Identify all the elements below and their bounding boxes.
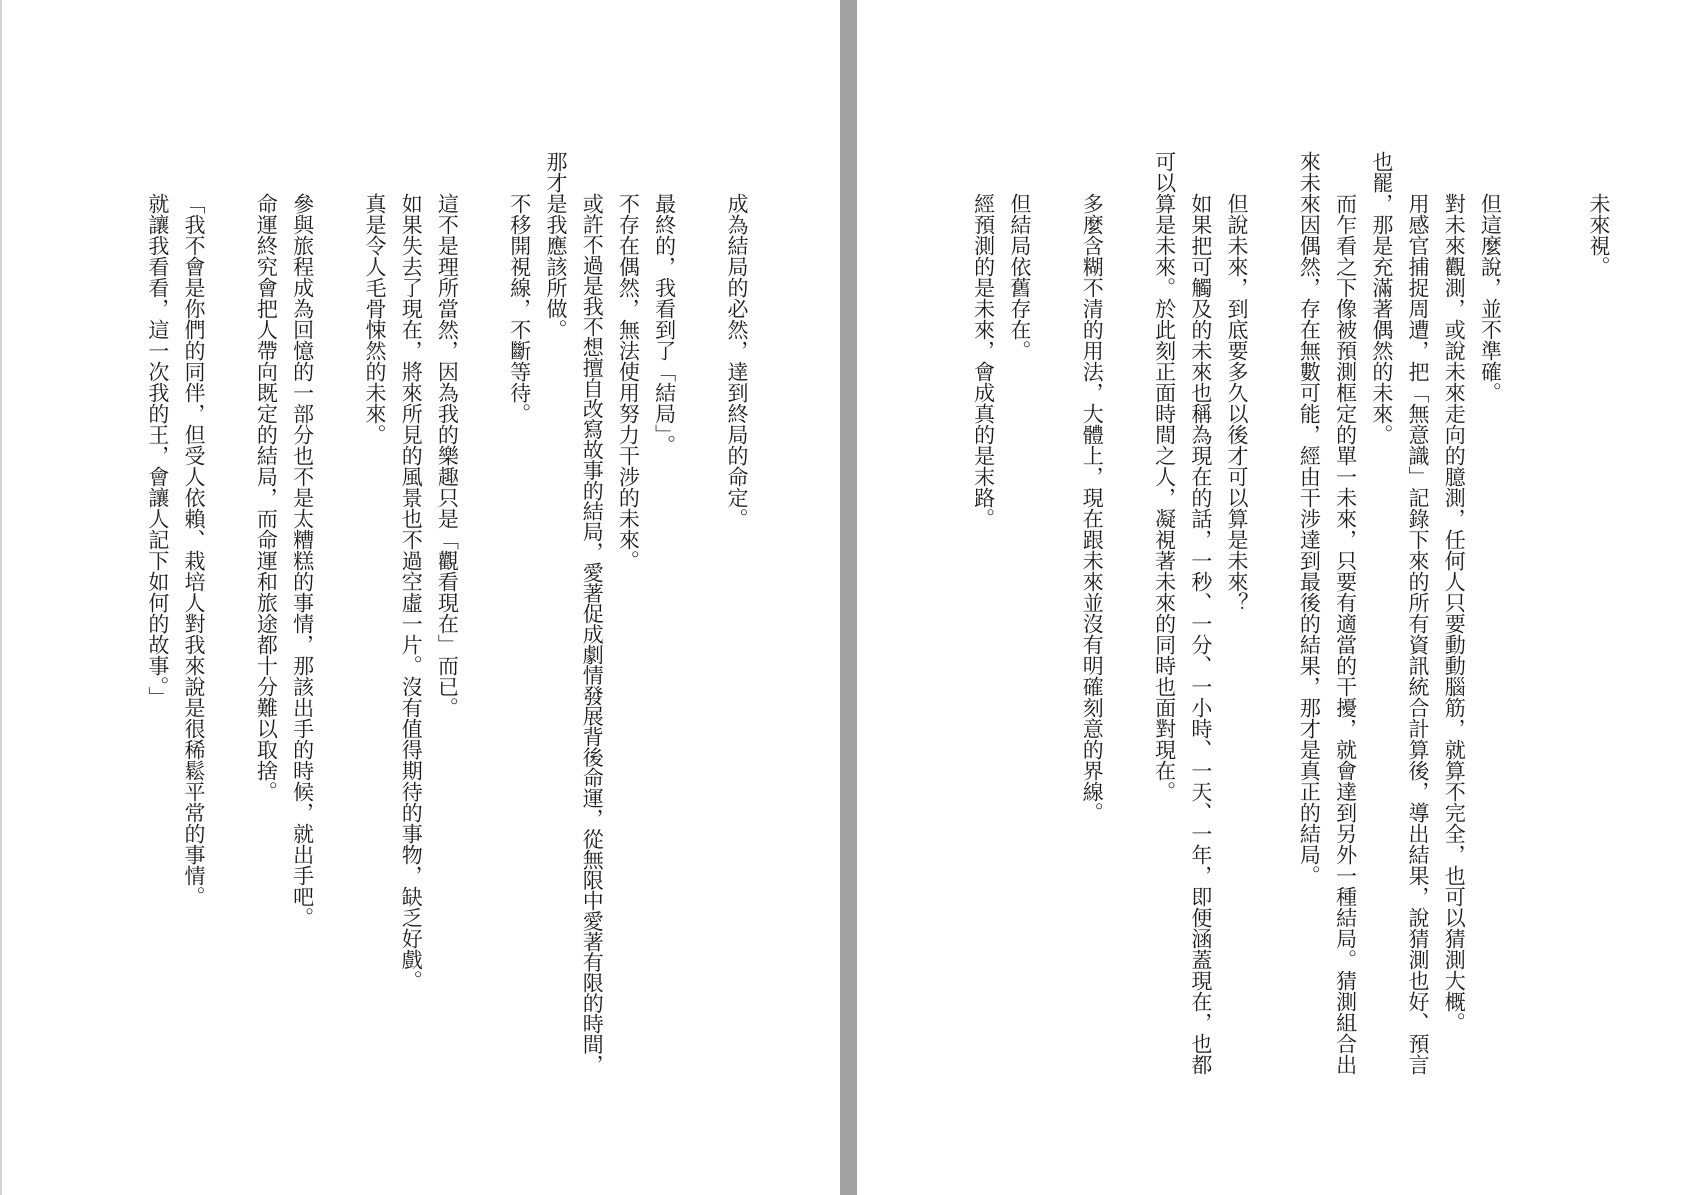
left-page-text (140, 151, 755, 1136)
text-column: 對未來觀測，或說未來走向的臆測，任何人只要動動腦筋，就算不完全，也可以猜測大概。 (1442, 193, 1467, 1033)
blank-column (1545, 151, 1581, 1136)
text-column: 如果把可觸及的未來也稱為現在的話，一秒、一分、一小時、一天、一年，即便涵蓋現在，也都 (1188, 193, 1213, 1075)
blank-column (1110, 151, 1146, 1136)
text-column: 不移開視線，不斷等待。 (507, 193, 532, 424)
text-column: 用感官捕捉周遭，把「無意識」記錄下來的所有資訊統合計算後，導出結果，說猜測也好、預言 (1406, 193, 1431, 1075)
text-column: 成為結局的必然，達到終局的命定。 (725, 193, 749, 529)
text-column: 但結局依舊存在。 (1007, 193, 1032, 361)
text-column: 這不是理所當然，因為我的樂趣只是「觀看現在」而已。 (435, 193, 460, 718)
page-divider (840, 0, 857, 1195)
left-page (0, 0, 840, 1195)
text-column: 或許不過是我不想擅自改寫故事的結局，愛著促成劇情發展背後命運，從無限中愛著有限的時間， (580, 193, 605, 1075)
text-column: 參與旅程成為回憶的一部分也不是太糟糕的事情，那該出手的時候，就出手吧。 (290, 193, 315, 928)
blank-column (683, 151, 719, 1136)
text-column: 最終的，我看到了「結局」。 (652, 193, 677, 456)
text-column: 經預測的是未來，會成真的是末路。 (971, 193, 996, 529)
blank-column (465, 151, 501, 1136)
text-column: 而乍看之下像被預測框定的單一未來，只要有適當的干擾，就會達到另外一種結局。猜測組合出 (1333, 193, 1358, 1075)
text-column: 不存在偶然，無法使用努力干涉的未來。 (616, 193, 641, 571)
text-column: 但說未來，到底要多久以後才可以算是未來？ (1225, 193, 1250, 613)
text-column: 命運終究會把人帶向既定的結局，而命運和旅途都十分難以取捨。 (254, 193, 279, 802)
blank-column (321, 151, 357, 1136)
text-column: 如果失去了現在，將來所見的風景也不過空虛一片。沒有值得期待的事物，缺乏好戲。 (399, 193, 424, 991)
text-column: 真是令人毛骨悚然的未來。 (363, 193, 387, 445)
text-column: 可以算是未來。於此刻正面時間之人，凝視著未來的同時也面對現在。 (1152, 151, 1177, 802)
blank-column (212, 151, 248, 1136)
blank-column (1508, 151, 1544, 1136)
text-column: 「我不會是你們的同伴，但受人依賴、栽培人對我來說是很稀鬆平常的事情。 (182, 193, 207, 907)
right-page (857, 0, 1700, 1195)
text-column: 未來視。 (1587, 193, 1611, 277)
right-page-text (965, 151, 1617, 1136)
blank-column (1255, 151, 1291, 1136)
text-column: 那才是我應該所做。 (544, 151, 568, 340)
text-column: 但這麼說，並不準確。 (1478, 193, 1503, 403)
blank-column (1038, 151, 1074, 1136)
text-column: 就讓我看看，這一次我的王，會讓人記下如何的故事。」 (145, 193, 170, 708)
text-column: 多麼含糊不清的用法，大體上，現在跟未來並沒有明確刻意的界線。 (1080, 193, 1105, 823)
text-column: 來未來因偶然，存在無數可能，經由干涉達到最後的結果，那才是真正的結局。 (1297, 151, 1322, 886)
text-column: 也罷，那是充滿著偶然的未來。 (1369, 151, 1394, 445)
